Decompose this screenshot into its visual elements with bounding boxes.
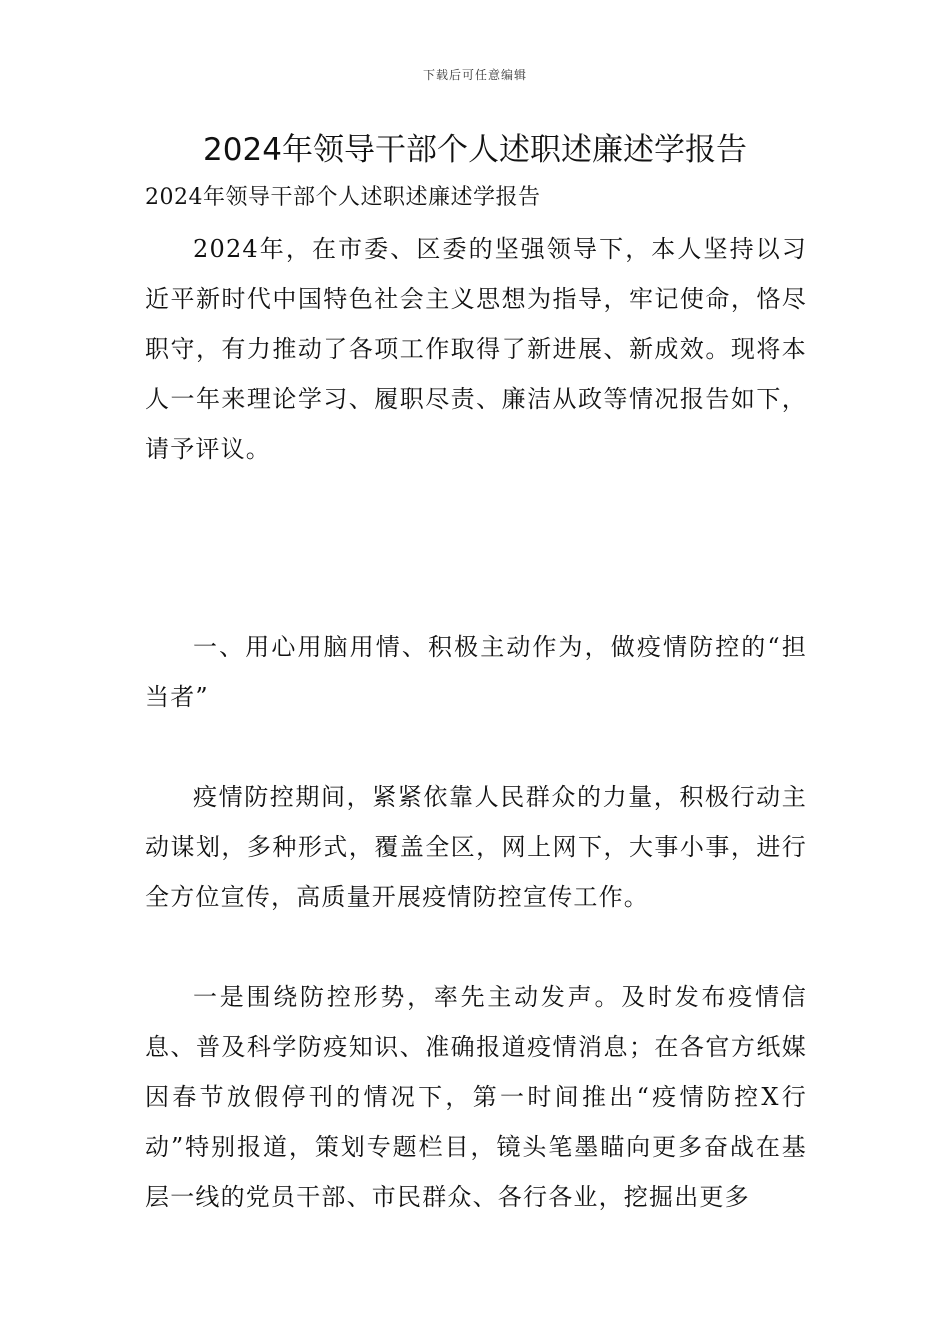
body-paragraph: 疫情防控期间，紧紧依靠人民群众的力量，积极行动主动谋划，多种形式，覆盖全区，网上网下，大事小事，进行全方位宣传，高质量开展疫情防控宣传工作。 [145, 783, 807, 911]
body-paragraph-block [145, 972, 807, 1222]
body-paragraph: 一是围绕防控形势，率先主动发声。及时发布疫情信息、普及科学防疫知识、准确报道疫情消息；在各官方纸媒因春节放假停刊的情况下，第一时间推出“疫情防控X行动”特别报道，策划专题栏目，镜头笔墨瞄向更多奋战在基层一线的党员干部、市民群众、各行各业，挖掘出更多 [145, 983, 807, 1211]
document-title: 2024年领导干部个人述职述廉述学报告 [203, 132, 747, 168]
header-note: 下载后可任意编辑 [422, 68, 527, 82]
section-heading: 一、用心用脑用情、积极主动作为，做疫情防控的“担当者” [145, 633, 807, 711]
section-heading-block [145, 622, 807, 722]
intro-paragraph: 2024年，在市委、区委的坚强领导下，本人坚持以习近平新时代中国特色社会主义思想为指导，牢记使命，恪尽职守，有力推动了各项工作取得了新进展、新成效。现将本人一年来理论学习、履职尽责、廉洁从政等情况报告如下，请予评议。 [145, 235, 807, 463]
body-paragraph-block [145, 772, 807, 922]
document-subtitle: 2024年领导干部个人述职述廉述学报告 [145, 185, 541, 210]
intro-paragraph-block [145, 224, 807, 474]
